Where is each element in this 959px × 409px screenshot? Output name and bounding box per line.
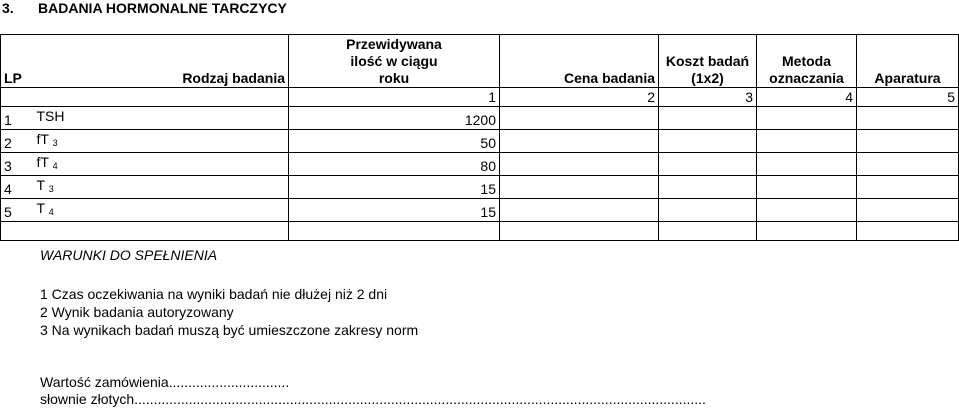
header-method (757, 35, 857, 88)
header-cost-line2: (1x2) (691, 70, 724, 86)
row-quantity: 15 (289, 199, 500, 222)
table-empty-row (1, 222, 959, 241)
table-row (1, 153, 959, 176)
order-value-line: Wartość zamówienia............................... (40, 374, 290, 390)
header-cost (659, 35, 757, 88)
row-quantity: 50 (289, 130, 500, 153)
header-quantity-line2: ilość w ciągu (350, 53, 438, 69)
row-lp: 4 (1, 176, 34, 199)
table-row (1, 199, 959, 222)
condition-item: 2 Wynik badania autoryzowany (40, 304, 234, 320)
column-number: 3 (659, 88, 757, 107)
header-price: Cena badania (500, 35, 659, 88)
row-test-name: T $_3$ (34, 176, 289, 199)
header-method-line1: Metoda (782, 53, 831, 69)
row-quantity: 15 (289, 176, 500, 199)
table-row (1, 130, 959, 153)
condition-item: 3 Na wynikach badań muszą być umieszczone zakresy norm (40, 322, 419, 338)
column-number: 5 (857, 88, 959, 107)
column-numbering-row (1, 88, 959, 107)
row-quantity: 1200 (289, 107, 500, 130)
section-heading (2, 0, 287, 16)
row-test-name: T $_4$ (34, 199, 289, 222)
row-lp: 5 (1, 199, 34, 222)
footer (40, 374, 706, 408)
header-lp: LP (1, 35, 34, 88)
column-number: 2 (500, 88, 659, 107)
condition-item: 1 Czas oczekiwania na wyniki badań nie dłużej niż 2 dni (40, 286, 388, 302)
header-quantity-line1: Przewidywana (346, 36, 442, 52)
row-quantity: 80 (289, 153, 500, 176)
header-cost-line1: Koszt badań (665, 53, 750, 69)
row-test-name: TSH (34, 107, 289, 130)
header-quantity-line3: roku (378, 70, 410, 86)
amount-in-words-line: słownie złotych................................................................................................................................................... (40, 391, 706, 407)
section-title: BADANIA HORMONALNE TARCZYCY (38, 0, 287, 16)
conditions-list (40, 285, 418, 339)
conditions-title: WARUNKI DO SPEŁNIENIA (40, 247, 218, 263)
column-number: 1 (289, 88, 500, 107)
row-lp: 1 (1, 107, 34, 130)
header-apparatus: Aparatura (857, 35, 959, 88)
tests-table (0, 34, 959, 241)
row-lp: 2 (1, 130, 34, 153)
table-header-row (1, 35, 959, 88)
header-test-type: Rodzaj badania (34, 35, 289, 88)
table-row (1, 107, 959, 130)
header-method-line2: oznaczania (769, 70, 844, 86)
column-number: 4 (757, 88, 857, 107)
row-test-name: fT $_4$ (34, 153, 289, 176)
header-quantity (289, 35, 500, 88)
row-lp: 3 (1, 153, 34, 176)
row-test-name: fT $_3$ (34, 130, 289, 153)
section-number: 3. (2, 0, 14, 16)
table-row (1, 176, 959, 199)
